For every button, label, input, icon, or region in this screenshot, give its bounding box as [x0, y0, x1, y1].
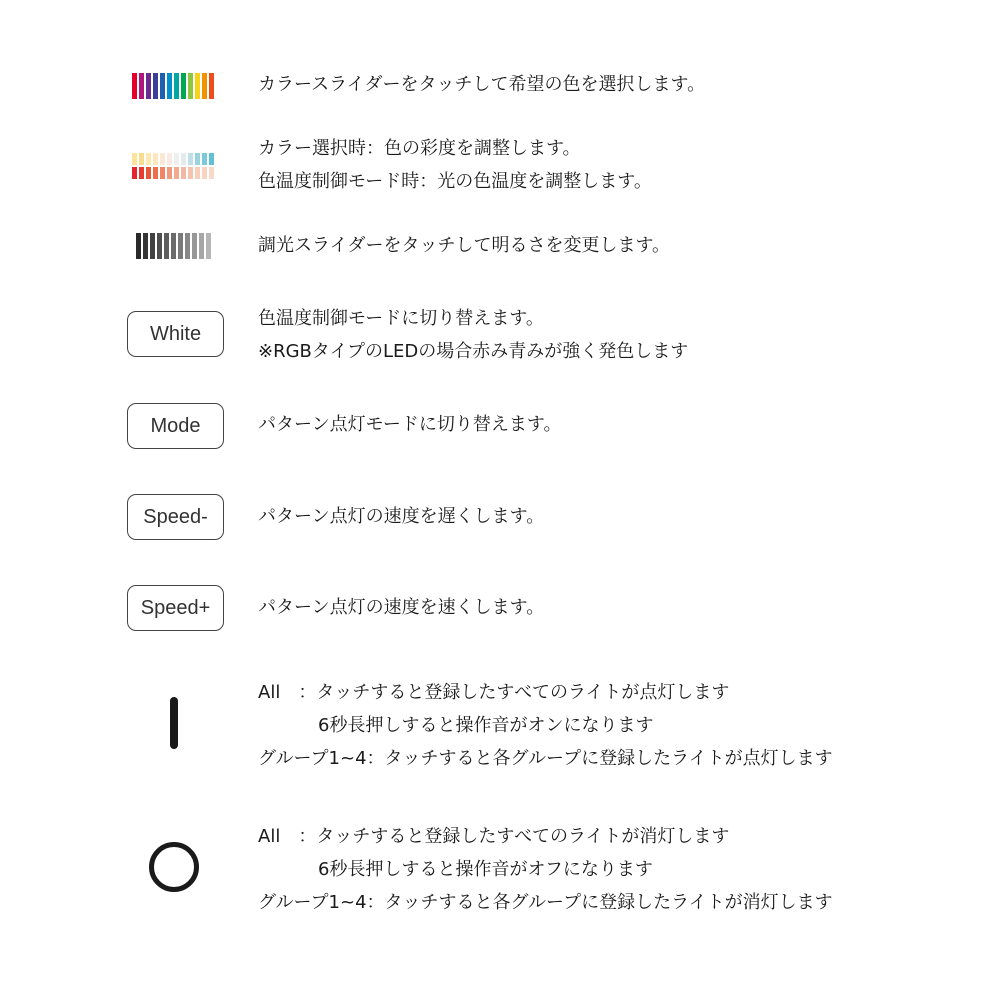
- dimming-swatch: [164, 233, 169, 259]
- color-swatch: [181, 73, 186, 99]
- saturation-swatch: [153, 153, 158, 165]
- description-line: All ：タッチすると登録したすべてのライトが消灯します: [258, 826, 730, 847]
- description-line: カラースライダーをタッチして希望の色を選択します。: [258, 74, 706, 95]
- description-line: カラー選択時：色の彩度を調整します。: [258, 138, 581, 159]
- dimming-swatch: [199, 233, 204, 259]
- saturation-swatch: [139, 167, 144, 179]
- description-line: 6秒長押しすると操作音がオフになります: [318, 859, 653, 880]
- saturation-swatch: [160, 153, 165, 165]
- color-swatch: [146, 73, 151, 99]
- description-line: グループ1~4：タッチすると各グループに登録したライトが点灯します: [258, 748, 833, 769]
- speed-down-description: [258, 500, 544, 533]
- color-swatch: [174, 73, 179, 99]
- dimming-swatch: [150, 233, 155, 259]
- speed-down-button[interactable]: Speed-: [127, 494, 224, 540]
- color-swatch: [167, 73, 172, 99]
- saturation-swatch: [209, 167, 214, 179]
- color-swatch: [188, 73, 193, 99]
- saturation-swatch: [139, 153, 144, 165]
- saturation-swatch: [132, 153, 137, 165]
- color-swatch: [160, 73, 165, 99]
- saturation-swatch: [202, 153, 207, 165]
- dimming-swatch: [206, 233, 211, 259]
- speed-up-description: [258, 591, 544, 624]
- saturation-swatch: [174, 153, 179, 165]
- power-on-description: [258, 676, 833, 775]
- speed-up-button[interactable]: Speed+: [127, 585, 224, 631]
- saturation-swatch: [146, 167, 151, 179]
- description-line: All ：タッチすると登録したすべてのライトが点灯します: [258, 682, 730, 703]
- dimming-swatch: [143, 233, 148, 259]
- saturation-swatch: [132, 167, 137, 179]
- dimming-slider-icon[interactable]: [123, 232, 223, 260]
- power-on-icon[interactable]: [170, 697, 178, 749]
- color-slider-icon[interactable]: [123, 72, 223, 100]
- saturation-swatch: [195, 153, 200, 165]
- color-slider-description: [258, 68, 705, 101]
- saturation-swatch: [209, 153, 214, 165]
- description-line: 色温度制御モードに切り替えます。: [258, 308, 544, 329]
- saturation-swatch: [160, 167, 165, 179]
- white-button[interactable]: White: [127, 311, 224, 357]
- dimming-description: [258, 229, 670, 262]
- saturation-swatch: [174, 167, 179, 179]
- description-line: パターン点灯の速度を遅くします。: [258, 506, 545, 527]
- description-line: 6秒長押しすると操作音がオンになります: [318, 715, 654, 736]
- saturation-swatch: [188, 153, 193, 165]
- dimming-swatch: [157, 233, 162, 259]
- saturation-swatch: [153, 167, 158, 179]
- description-line: パターン点灯の速度を速くします。: [258, 597, 545, 618]
- saturation-swatch-grid: [132, 153, 214, 179]
- color-swatch: [153, 73, 158, 99]
- description-line: パターン点灯モードに切り替えます。: [258, 414, 562, 435]
- saturation-slider-icon[interactable]: [123, 150, 223, 182]
- dimming-swatch: [178, 233, 183, 259]
- color-swatch: [132, 73, 137, 99]
- dimming-swatch: [171, 233, 176, 259]
- saturation-swatch: [146, 153, 151, 165]
- description-line: グループ1~4：タッチすると各グループに登録したライトが消灯します: [258, 892, 833, 913]
- description-line: 色温度制御モード時：光の色温度を調整します。: [258, 171, 652, 192]
- dimming-swatch: [192, 233, 197, 259]
- saturation-description: [258, 132, 652, 198]
- mode-button[interactable]: Mode: [127, 403, 224, 449]
- saturation-swatch-bottom-row: [132, 167, 214, 179]
- color-swatch-row: [132, 73, 214, 99]
- saturation-swatch-top-row: [132, 153, 214, 165]
- color-swatch: [139, 73, 144, 99]
- saturation-swatch: [167, 167, 172, 179]
- dimming-swatch-row: [136, 233, 211, 259]
- dimming-swatch: [185, 233, 190, 259]
- color-swatch: [195, 73, 200, 99]
- saturation-swatch: [181, 167, 186, 179]
- saturation-swatch: [195, 167, 200, 179]
- color-swatch: [209, 73, 214, 99]
- color-swatch: [202, 73, 207, 99]
- power-off-description: [258, 820, 833, 919]
- saturation-swatch: [181, 153, 186, 165]
- power-off-icon[interactable]: [149, 842, 199, 892]
- white-description: [258, 302, 688, 368]
- description-line: 調光スライダーをタッチして明るさを変更します。: [258, 235, 671, 256]
- dimming-swatch: [136, 233, 141, 259]
- saturation-swatch: [202, 167, 207, 179]
- mode-description: [258, 408, 561, 441]
- saturation-swatch: [167, 153, 172, 165]
- description-line: ※RGBタイプのLEDの場合赤み青みが強く発色します: [258, 341, 689, 362]
- saturation-swatch: [188, 167, 193, 179]
